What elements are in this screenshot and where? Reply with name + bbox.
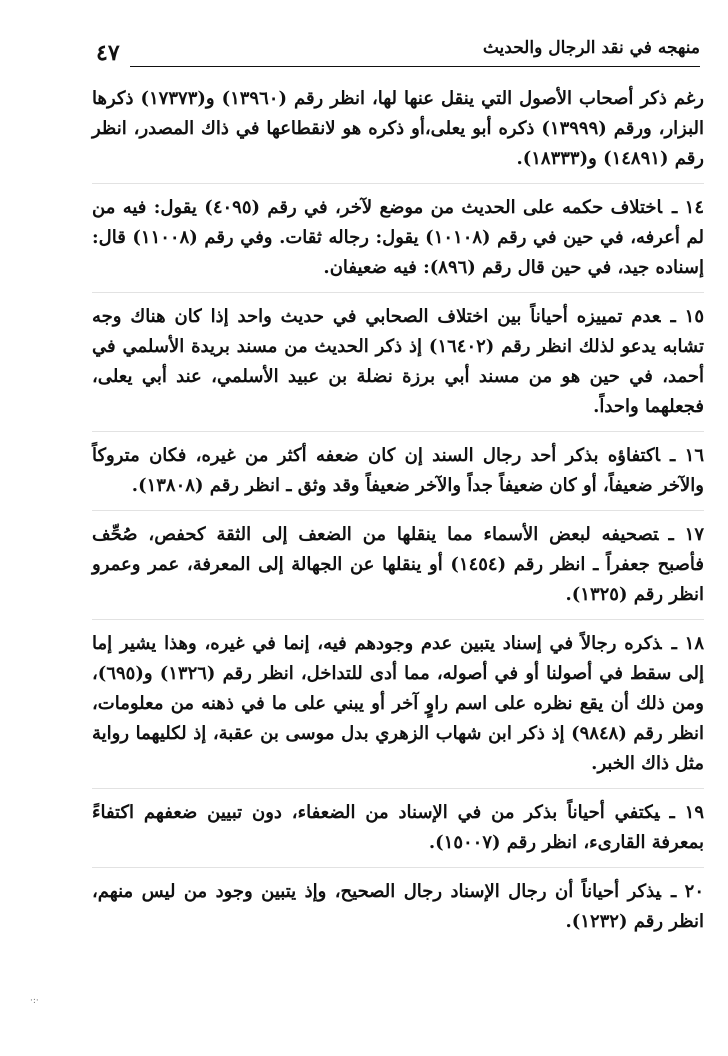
item-number: ١٦ ـ bbox=[670, 445, 704, 466]
header-rule bbox=[130, 66, 700, 67]
item-text: يذكر أحياناً أن رجال الإسناد رجال الصحيح، وإذ يتبين وجود من ليس منهم، انظر رقم (١٢٣٢). bbox=[92, 881, 704, 932]
item-text: تصحيفه لبعض الأسماء مما ينقلها من الضعف إلى الثقة كحفص، صُحِّف فأصبح جعفراً ـ انظر رقم (١٤٥٤) أو ينقلها عن الجهالة إلى المعرفة، عمر وعمرو انظر رقم (١٣٢٥). bbox=[92, 524, 704, 605]
list-item-18 bbox=[92, 619, 704, 779]
item-text: ذكره رجالاً في إسناد يتبين عدم وجودهم فيه، إنما في غيره، وهذا يشير إما إلى سقط في أصولنا أو في أصوله، مما أدى للتداخل، انظر رقم (١٣٢٦) و(٦٩٥)، ومن ذلك أن يقع نظره على اسم راوٍ آخر أو يبني على ما في ذهنه من معلومات، انظر رقم (٩٨٤٨) إذ ذكر ابن شهاب الزهري بدل موسى بن عقبة، إذ لكليهما رواية مثل ذاك الخبر. bbox=[92, 633, 704, 774]
item-text: يكتفي أحياناً بذكر من في الإسناد من الضعفاء، دون تبيين ضعفهم اكتفاءً بمعرفة القارىء، انظر رقم (١٥٠٠٧). bbox=[92, 802, 704, 853]
item-number: ١٧ ـ bbox=[668, 524, 705, 545]
list-item-17 bbox=[92, 510, 704, 610]
page-number: ٤٧ bbox=[96, 40, 120, 66]
list-item-19 bbox=[92, 788, 704, 858]
running-header bbox=[90, 34, 700, 70]
list-item-15 bbox=[92, 292, 704, 422]
item-number: ١٨ ـ bbox=[671, 633, 704, 654]
item-number: ١٤ ـ bbox=[672, 197, 705, 218]
item-text: اختلاف حكمه على الحديث من موضع لآخر، في رقم (٤٠٩٥) يقول: فيه من لم أعرفه، في حين في رقم (١٠١٠٨) يقول: رجاله ثقات. وفي رقم (١١٠٠٨) قال: إسناده جيد، في حين قال رقم (٨٩٦): فيه ضعيفان. bbox=[92, 197, 704, 278]
item-number: ١٩ ـ bbox=[669, 802, 704, 823]
intro-paragraph: رغم ذكر أصحاب الأصول التي ينقل عنها لها، انظر رقم (١٣٩٦٠) و(١٧٣٧٣) ذكرها البزار، ورقم (١٣٩٩٩) ذكره أبو يعلى،أو ذكره هو لانقطاعها في ذاك المصدر، انظر رقم (١٤٨٩١) و(١٨٣٣٣). bbox=[92, 88, 704, 169]
item-number: ٢٠ ـ bbox=[670, 881, 704, 902]
item-text: عدم تمييزه أحياناً بين اختلاف الصحابي في حديث واحد إذا كان هناك وجه تشابه يدعو لذلك انظر رقم (١٦٤٠٢) إذ ذكر الحديث من مسند بريدة الأسلمي في أحمد، في حين هو من مسند أبي برزة نضلة بن عبيد الأسلمي، عند أبي يعلى، فجعلهما واحداً. bbox=[92, 306, 704, 417]
scan-speck: ·:· bbox=[30, 996, 39, 1006]
item-text: اكتفاؤه بذكر أحد رجال السند إن كان ضعفه أكثر من غيره، فكان متروكاً والآخر ضعيفاً، أو كان ضعيفاً جداً والآخر ضعيفاً وقد وثق ـ انظر رقم (١٣٨٠٨). bbox=[92, 445, 704, 496]
list-item-14 bbox=[92, 183, 704, 283]
body-text bbox=[92, 84, 704, 937]
item-number: ١٥ ـ bbox=[670, 306, 704, 327]
list-item-16 bbox=[92, 431, 704, 501]
header-title: منهجه في نقد الرجال والحديث bbox=[482, 38, 700, 58]
list-item-20 bbox=[92, 867, 704, 937]
